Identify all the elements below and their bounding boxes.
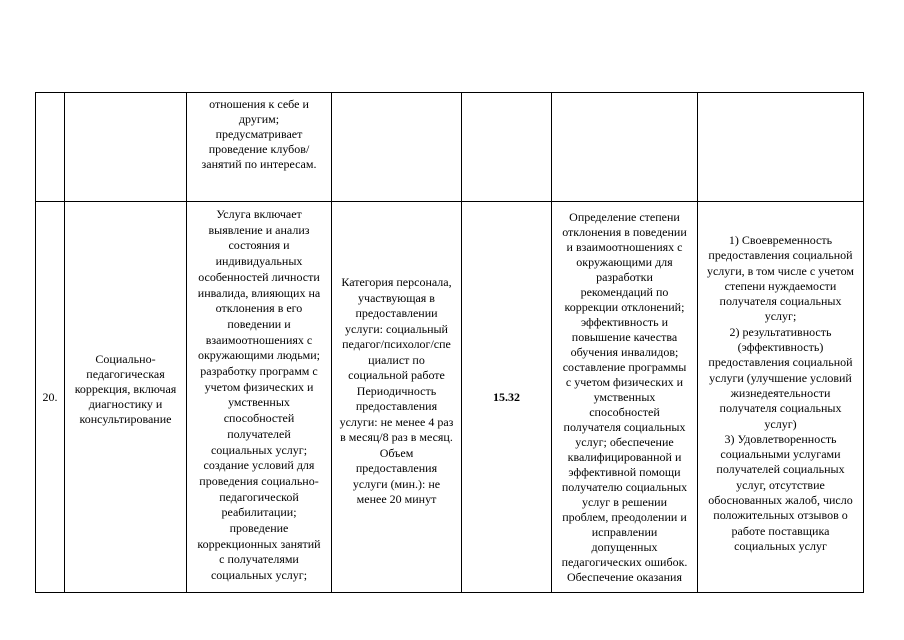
table-border-top (35, 92, 864, 93)
text-line: умственных (593, 390, 656, 404)
text-line: проблем, преодолении и (562, 510, 687, 524)
text-line: услуг, отсутствие (736, 477, 825, 492)
text-line: Определение степени (569, 210, 680, 224)
col-divider (64, 92, 65, 593)
text-line: социальных услуг; (210, 442, 308, 457)
text-line: состояния и (228, 238, 290, 253)
text-line: Социально- (95, 352, 156, 366)
text-line: реабилитации; (221, 505, 297, 520)
text-line: особенностей личности (198, 269, 320, 284)
service-name-cell (65, 352, 186, 427)
text-line: 15.32 (493, 390, 520, 404)
text-line: предусматривает (215, 126, 303, 141)
row1-content-cell (187, 97, 331, 172)
text-line: услуг; (764, 309, 797, 324)
text-line: 2) результативность (729, 324, 832, 339)
text-line: получателя социальных (719, 401, 842, 416)
text-line: отношения к себе и (209, 97, 309, 111)
result-cell (552, 210, 697, 585)
text-line: окружающими для (576, 255, 673, 269)
text-line: Категория персонала, (341, 275, 452, 289)
quality-indicators-cell (698, 233, 863, 554)
text-line: услуги: не менее 4 раз (339, 414, 454, 429)
text-line: социальной работе (348, 368, 445, 382)
table-border-right (863, 92, 864, 593)
text-line: способностей (223, 411, 295, 426)
text-line: проведение (229, 521, 289, 536)
text-line: выявление и анализ (208, 222, 310, 237)
text-line: предоставления социальной (708, 248, 853, 263)
text-line: создание условий для (203, 458, 315, 473)
text-line: Объем (379, 445, 414, 460)
text-line: составление программы (562, 360, 687, 374)
text-line: социальными услугами (720, 447, 841, 462)
text-line: Услуга включает (216, 207, 302, 221)
text-line: педагогическая (86, 366, 165, 381)
text-line: предоставлении (355, 306, 438, 320)
text-line: занятий по интересам. (201, 156, 317, 171)
text-line: допущенных (591, 540, 658, 554)
text-line: предоставления (355, 461, 438, 475)
text-line: рекомендаций по (580, 285, 669, 299)
tariff-cell (462, 390, 551, 405)
text-line: исправлении (591, 525, 658, 539)
text-line: обоснованных жалоб, число (708, 493, 853, 508)
text-line: услуг) (764, 416, 797, 431)
text-line: умственных (228, 395, 290, 410)
text-line: проведение клубов/ (208, 141, 310, 156)
text-line: получателя социальных (563, 420, 686, 434)
text-line: Обеспечение оказания (567, 570, 682, 584)
text-line: педагогических ошибок. (561, 555, 688, 569)
text-line: услуг; обеспечение (575, 435, 674, 449)
text-line: менее 20 минут (356, 492, 437, 506)
text-line: социальных услуг (734, 538, 827, 553)
table-border-bottom (35, 592, 864, 593)
text-line: положительных отзывов о (713, 508, 848, 523)
text-line: учетом физических и (204, 379, 314, 394)
text-line: с получателями (219, 552, 299, 567)
text-line: консультирование (79, 411, 172, 426)
text-line: другим; (238, 111, 280, 126)
text-line: 3) Удовлетворенность (724, 431, 837, 446)
text-line: Периодичность (356, 383, 437, 398)
text-line: диагностику и (88, 396, 163, 411)
row-number (36, 390, 64, 405)
text-line: обучения инвалидов; (570, 345, 679, 359)
text-line: коррекция, включая (74, 381, 177, 396)
text-line: услуги (улучшение условий (709, 370, 852, 385)
text-line: коррекционных занятий (197, 536, 321, 551)
text-line: с учетом физических и (565, 375, 684, 389)
row-divider (35, 201, 864, 202)
text-line: отклонения в поведении (562, 225, 687, 239)
text-line: 20. (42, 390, 58, 404)
text-line: поведении и (227, 316, 291, 331)
text-line: предоставления (355, 399, 438, 413)
text-line: педагогической (219, 489, 299, 504)
text-line: получателей (227, 426, 291, 441)
text-line: эффективной помощи (568, 465, 681, 479)
text-line: предоставления социальной (708, 355, 853, 370)
text-line: инвалида, влияющих на (197, 285, 321, 300)
text-line: получателю социальных (561, 480, 688, 494)
text-line: социальных услуг; (210, 568, 308, 583)
text-line: получателей социальных (716, 462, 845, 477)
text-line: в месяц/8 раз в месяц. (340, 430, 453, 444)
text-line: разработку программ с (200, 364, 318, 379)
col-divider (461, 92, 462, 593)
text-line: жизнедеятельности (730, 385, 831, 400)
text-line: (эффективность) (737, 340, 824, 355)
text-line: и взаимоотношениях с (566, 240, 683, 254)
text-line: получателя социальных (719, 294, 842, 309)
text-line: проведения социально- (199, 473, 319, 488)
text-line: услуги, в том числе с учетом (706, 263, 854, 278)
service-content-cell (187, 207, 331, 584)
text-line: окружающими людьми; (197, 348, 321, 363)
text-line: степени нуждаемости (724, 278, 837, 293)
text-line: циалист по (368, 352, 425, 367)
text-line: повышение качества (571, 330, 678, 344)
text-line: услуги: социальный (345, 321, 448, 336)
text-line: участвующая в (358, 290, 435, 305)
text-line: способностей (589, 405, 660, 419)
text-line: разработки (596, 270, 653, 284)
staff-conditions-cell (332, 275, 461, 508)
text-line: педагог/психолог/спе (342, 337, 451, 351)
text-line: коррекции отклонений; (564, 300, 685, 314)
col-divider (35, 92, 36, 593)
text-line: отклонения в его (215, 301, 303, 316)
text-line: услуг в решении (581, 495, 668, 509)
text-line: индивидуальных (215, 254, 303, 269)
text-line: взаимоотношениях с (205, 332, 313, 347)
text-line: эффективность и (580, 315, 669, 329)
text-line: работе поставщика (731, 523, 830, 538)
text-line: квалифицированной и (567, 450, 682, 464)
text-line: 1) Своевременность (728, 233, 833, 247)
text-line: услуги (мин.): не (352, 476, 441, 491)
